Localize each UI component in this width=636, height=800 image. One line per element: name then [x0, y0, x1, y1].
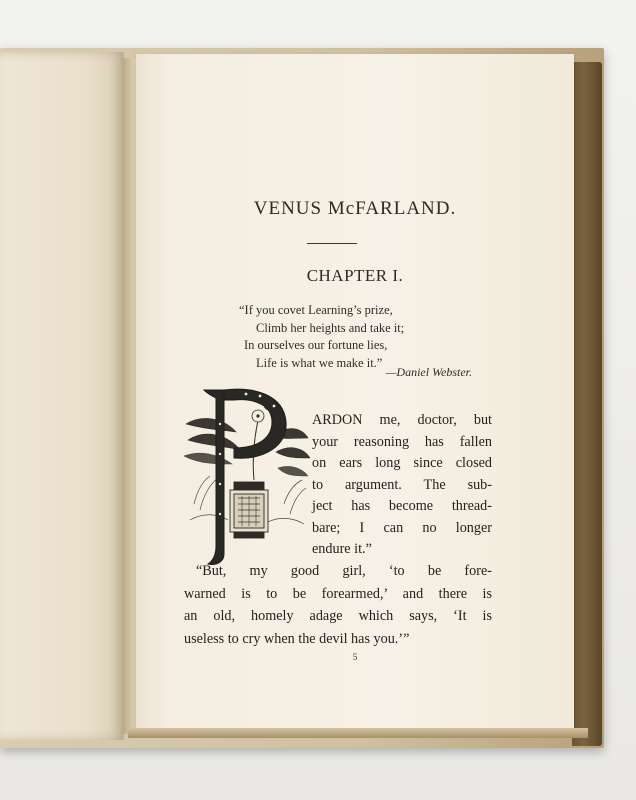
chapter-heading: CHAPTER I. — [306, 266, 404, 285]
body-line: on ears long since closed — [312, 455, 492, 471]
epigraph-line: In ourselves our fortune lies, — [244, 338, 388, 352]
body-line: ARDON me, doctor, but — [312, 412, 492, 428]
body-line: useless to cry when the devil has you.’” — [184, 630, 410, 647]
body-line: warned is to be forearmed,’ and there is — [184, 585, 492, 602]
body-paragraph-full — [184, 560, 492, 650]
epigraph-line: Life is what we make it.” — [256, 355, 383, 370]
body-line: endure it.” — [312, 541, 372, 557]
book-title: VENUS McFARLAND. — [253, 198, 457, 219]
body-line: an old, homely adage which says, ‘It is — [184, 608, 492, 624]
body-line: your reasoning has fallen — [312, 433, 492, 450]
epigraph-line: Climb her heights and take it; — [256, 320, 405, 335]
epigraph-attribution: —Daniel Webster. — [385, 365, 472, 379]
page-number: 5 — [352, 652, 358, 662]
title-rule — [307, 243, 357, 244]
page-block-edge — [128, 728, 588, 738]
left-page — [0, 52, 124, 740]
epigraph — [239, 302, 484, 372]
body-paragraph-wrapped — [312, 410, 492, 561]
ornamental-drop-cap-icon — [184, 384, 310, 568]
body-line: “But, my good girl, ‘to be fore- — [196, 563, 492, 579]
epigraph-line: “If you covet Learning’s prize, — [239, 303, 393, 317]
book-spine-edge — [572, 62, 602, 746]
body-line: bare; I can no longer — [312, 519, 492, 536]
body-line: ject has become thread- — [312, 498, 492, 514]
body-line: to argument. The sub- — [312, 476, 492, 493]
